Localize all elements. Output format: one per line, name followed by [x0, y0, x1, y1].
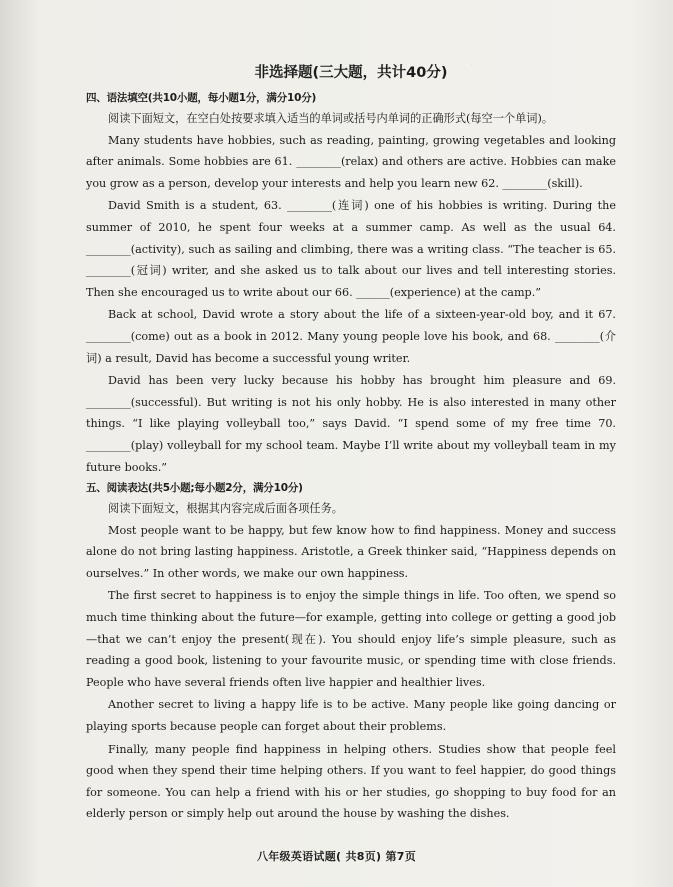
section-4-paragraph: David Smith is a student, 63. ________(连词) one of his hobbies is writing. During the summer of 2010, he spent four weeks at a summer camp. As well as the usual 64. ________(activity), such as sailing and climbing, there was a writing class. “The teacher is 65. ________(冠词) writer, and she asked us to talk about our lives and tell interesting stories. Then she encouraged us to write about our 66. ______(experience) at the camp.”	[86, 199, 616, 299]
section-5-paragraph: The first secret to happiness is to enjoy the simple things in life. Too often, we spend so much time thinking about the future—for example, getting into college or getting a good job—that we can’t enjoy the present(现在). You should enjoy life’s simple pleasure, such as reading a good book, listening to your favourite music, or spending time with close friends. People who have several friends often live happier and healthier lives.	[86, 589, 616, 689]
section-4-paragraph: David has been very lucky because his hobby has brought him pleasure and 69. ________(successful). But writing is not his only hobby. He is also interested in many other things. “I like playing volleyball too,” says David. “I spend some of my free time 70. ________(play) volleyball for my school team. Maybe I’ll write about my volleyball team in my future books.”	[86, 374, 616, 474]
section-4-heading: 四、语法填空(共10小题，每小题1分，满分10分)	[86, 92, 317, 104]
section-5-instruction: 阅读下面短文，根据其内容完成后面各项任务。	[108, 502, 343, 516]
section-5-paragraph: Another secret to living a happy life is to be active. Many people like going dancing or playing sports because people can forget about their problems.	[86, 698, 616, 734]
section-5-heading: 五、阅读表达(共5小题;每小题2分，满分10分)	[86, 482, 303, 495]
section-4-instruction: 阅读下面短文，在空白处按要求填入适当的单词或括号内单词的正确形式(每空一个单词)。	[108, 112, 554, 125]
bleed-through-text: ·	[470, 60, 474, 71]
page-title: 非选择题(三大题，共计40分)	[254, 65, 448, 81]
section-4-passage	[86, 130, 616, 479]
section-5-paragraph: Most people want to be happy, but few know how to find happiness. Money and success alone do not bring lasting happiness. Aristotle, a Greek thinker said, “Happiness depends on ourselves.” In other words, we make our own happiness.	[86, 523, 616, 580]
section-5-paragraph: Finally, many people find happiness in helping others. Studies show that people feel good when they spend their time helping others. If you want to feel happier, do good things for someone. You can help a friend with his or her studies, go shopping to buy food for an elderly person or simply help out around the house by washing the dishes.	[86, 742, 616, 821]
section-4-paragraph: Back at school, David wrote a story about the life of a sixteen-year-old boy, and it 67. ________(come) out as a book in 2012. Many young people love his book, and 68. ________(介词) a result, David has become a successful young writer.	[86, 308, 616, 365]
page-content	[86, 62, 616, 825]
section-4-paragraph: Many students have hobbies, such as reading, painting, growing vegetables and looking after animals. Some hobbies are 61. ________(relax) and others are active. Hobbies can make you grow as a person, develop your interests and help you learn new 62. ________(skill).	[86, 133, 616, 190]
section-5-passage	[86, 520, 616, 825]
page-footer: 八年级英语试题( 共8页) 第7页	[256, 850, 417, 863]
